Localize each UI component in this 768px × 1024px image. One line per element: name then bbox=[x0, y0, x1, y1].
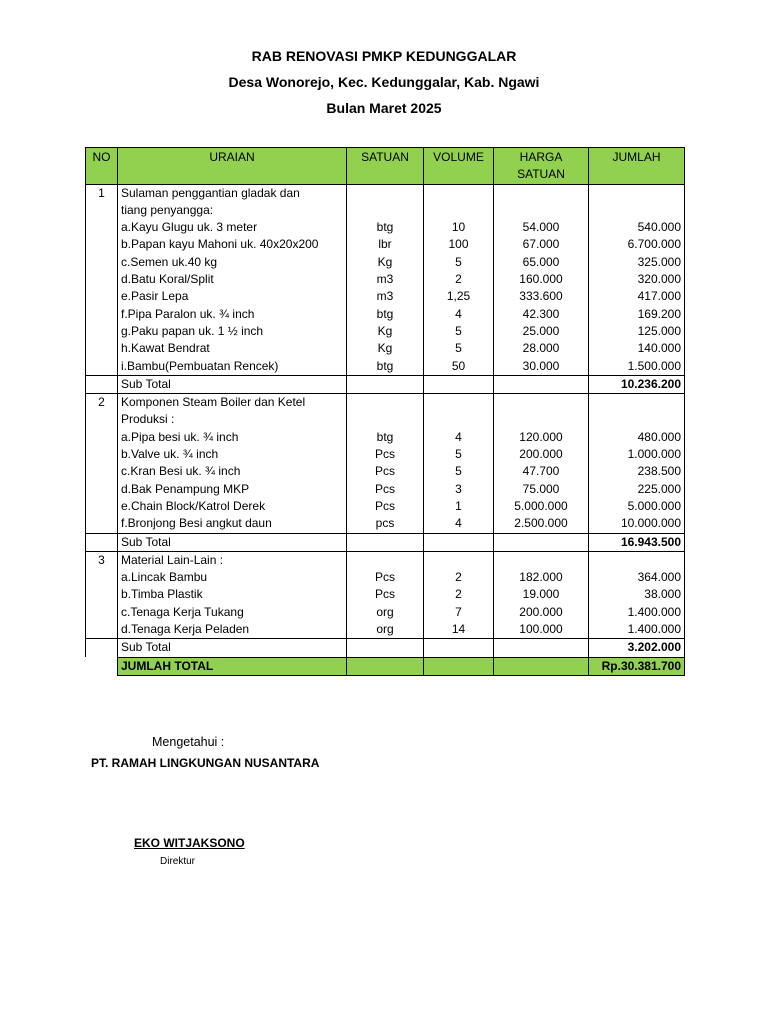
empty-line bbox=[427, 411, 490, 428]
subtotal-empty bbox=[347, 533, 424, 551]
item-volume: 5 bbox=[455, 254, 462, 269]
item-amount: 480.000 bbox=[637, 429, 681, 444]
total-empty bbox=[347, 657, 424, 675]
document-title: RAB RENOVASI PMKP KEDUNGGALAR bbox=[251, 48, 517, 64]
total-no-cell bbox=[86, 657, 118, 675]
empty-line bbox=[350, 202, 420, 219]
grand-total-row bbox=[86, 657, 685, 675]
item-unit-price: 47.700 bbox=[522, 464, 560, 479]
satuan-cell bbox=[347, 184, 424, 375]
item-unit-price: 182.000 bbox=[519, 570, 563, 585]
total-empty bbox=[494, 657, 589, 675]
empty-line bbox=[350, 411, 420, 428]
item-unit-price: 120.000 bbox=[519, 429, 563, 444]
volume-cell bbox=[424, 184, 494, 375]
subtotal-label: Sub Total bbox=[118, 639, 347, 657]
item-description: a.Kayu Glugu uk. 3 meter bbox=[121, 220, 258, 235]
item-amount: 225.000 bbox=[637, 481, 681, 496]
row-number: 3 bbox=[86, 551, 118, 638]
item-unit: Kg bbox=[377, 254, 393, 269]
item-amount: 140.000 bbox=[637, 341, 681, 356]
subtotal-row bbox=[86, 533, 685, 551]
company-name: PT. RAMAH LINGKUNGAN NUSANTARA bbox=[91, 756, 320, 770]
item-amount: 364.000 bbox=[637, 570, 681, 585]
document-period: Bulan Maret 2025 bbox=[326, 100, 442, 116]
subtotal-empty bbox=[494, 533, 589, 551]
item-volume: 50 bbox=[451, 358, 466, 373]
item-unit-price: 25.000 bbox=[522, 323, 560, 338]
item-unit-price: 65.000 bbox=[522, 254, 560, 269]
empty-line bbox=[427, 202, 490, 219]
subtotal-row bbox=[86, 375, 685, 393]
item-unit: Kg bbox=[377, 341, 393, 356]
item-unit-price: 28.000 bbox=[522, 341, 560, 356]
jumlah-cell bbox=[589, 551, 685, 638]
subtotal-empty bbox=[347, 375, 424, 393]
item-unit-price: 200.000 bbox=[519, 447, 563, 462]
item-amount: 1.400.000 bbox=[627, 622, 681, 637]
column-header-satuan: SATUAN bbox=[347, 148, 424, 185]
item-unit: Pcs bbox=[374, 498, 395, 513]
total-label: JUMLAH TOTAL bbox=[118, 657, 347, 675]
empty-line bbox=[497, 394, 585, 411]
harga-cell bbox=[494, 551, 589, 638]
row-number: 1 bbox=[86, 184, 118, 375]
section-title-line: Produksi : bbox=[121, 412, 175, 427]
item-unit-price: 100.000 bbox=[519, 622, 563, 637]
item-description: g.Paku papan uk. 1 ½ inch bbox=[121, 323, 264, 338]
item-volume: 7 bbox=[455, 604, 462, 619]
item-volume: 5 bbox=[455, 447, 462, 462]
item-amount: 1.000.000 bbox=[627, 447, 681, 462]
empty-line bbox=[427, 552, 490, 569]
item-unit: lbr bbox=[378, 237, 392, 252]
item-description: h.Kawat Bendrat bbox=[121, 341, 210, 356]
item-unit: org bbox=[376, 604, 394, 619]
item-unit: pcs bbox=[375, 516, 395, 531]
subtotal-empty bbox=[424, 375, 494, 393]
item-description: e.Chain Block/Katrol Derek bbox=[121, 498, 266, 513]
item-volume: 2 bbox=[455, 272, 462, 287]
item-unit-price: 42.300 bbox=[522, 306, 560, 321]
item-amount: 38.000 bbox=[644, 587, 681, 602]
item-volume: 4 bbox=[455, 429, 462, 444]
volume-cell bbox=[424, 394, 494, 533]
item-amount: 1.400.000 bbox=[627, 604, 681, 619]
subtotal-value: 10.236.200 bbox=[589, 375, 685, 393]
item-unit: Pcs bbox=[374, 587, 395, 602]
item-description: d.Bak Penampung MKP bbox=[121, 481, 250, 496]
empty-line bbox=[592, 185, 681, 202]
signer-name: EKO WITJAKSONO bbox=[134, 836, 245, 850]
item-volume: 5 bbox=[455, 341, 462, 356]
item-description: f.Bronjong Besi angkut daun bbox=[121, 516, 272, 531]
item-amount: 320.000 bbox=[637, 272, 681, 287]
item-unit: org bbox=[376, 622, 394, 637]
item-volume: 14 bbox=[451, 622, 466, 637]
item-unit-price: 54.000 bbox=[522, 220, 560, 235]
item-unit: btg bbox=[376, 358, 394, 373]
signer-position: Direktur bbox=[160, 856, 196, 867]
empty-line bbox=[592, 552, 681, 569]
table-row bbox=[86, 551, 685, 638]
item-unit-price: 160.000 bbox=[519, 272, 563, 287]
item-volume: 5 bbox=[455, 464, 462, 479]
item-amount: 417.000 bbox=[637, 289, 681, 304]
item-unit: Pcs bbox=[374, 447, 395, 462]
item-description: e.Pasir Lepa bbox=[121, 289, 189, 304]
item-volume: 100 bbox=[448, 237, 469, 252]
item-unit-price: 75.000 bbox=[522, 481, 560, 496]
table-body bbox=[86, 184, 685, 675]
table-row bbox=[86, 394, 685, 533]
subtotal-value: 3.202.000 bbox=[589, 639, 685, 657]
subtotal-no-cell bbox=[86, 639, 118, 657]
item-volume: 2 bbox=[455, 587, 462, 602]
item-description: c.Semen uk.40 kg bbox=[121, 254, 218, 269]
subtotal-row bbox=[86, 639, 685, 657]
item-unit-price: 2.500.000 bbox=[514, 516, 568, 531]
item-description: f.Pipa Paralon uk. ¾ inch bbox=[121, 306, 255, 321]
item-volume: 10 bbox=[451, 220, 466, 235]
harga-cell bbox=[494, 394, 589, 533]
uraian-cell bbox=[118, 551, 347, 638]
empty-line bbox=[427, 185, 490, 202]
column-header-no: NO bbox=[86, 148, 118, 185]
item-amount: 1.500.000 bbox=[627, 358, 681, 373]
subtotal-label: Sub Total bbox=[118, 375, 347, 393]
subtotal-empty bbox=[347, 639, 424, 657]
item-description: b.Papan kayu Mahoni uk. 40x20x200 bbox=[121, 237, 319, 252]
item-unit-price: 19.000 bbox=[522, 587, 560, 602]
item-unit: Pcs bbox=[374, 464, 395, 479]
empty-line bbox=[350, 394, 420, 411]
satuan-cell bbox=[347, 551, 424, 638]
subtotal-no-cell bbox=[86, 533, 118, 551]
subtotal-empty bbox=[494, 375, 589, 393]
item-unit: btg bbox=[376, 220, 394, 235]
item-volume: 1,25 bbox=[446, 289, 471, 304]
section-title-line: Sulaman penggantian gladak dan bbox=[121, 185, 300, 200]
item-amount: 125.000 bbox=[637, 323, 681, 338]
item-volume: 4 bbox=[455, 306, 462, 321]
subtotal-no-cell bbox=[86, 375, 118, 393]
item-description: d.Tenaga Kerja Peladen bbox=[121, 622, 250, 637]
column-header-jumlah: JUMLAH bbox=[589, 148, 685, 185]
total-value: Rp.30.381.700 bbox=[589, 657, 685, 675]
satuan-cell bbox=[347, 394, 424, 533]
subtotal-empty bbox=[424, 639, 494, 657]
section-title-line: Material Lain-Lain : bbox=[121, 552, 224, 567]
empty-line bbox=[497, 552, 585, 569]
table-row bbox=[86, 184, 685, 375]
item-unit-price: 200.000 bbox=[519, 604, 563, 619]
volume-cell bbox=[424, 551, 494, 638]
item-description: b.Timba Plastik bbox=[121, 587, 203, 602]
item-volume: 4 bbox=[455, 516, 462, 531]
section-title-line: tiang penyangga: bbox=[121, 202, 214, 217]
item-unit: btg bbox=[376, 306, 394, 321]
item-unit: m3 bbox=[376, 289, 394, 304]
uraian-cell bbox=[118, 184, 347, 375]
item-volume: 1 bbox=[455, 498, 462, 513]
item-amount: 169.200 bbox=[637, 306, 681, 321]
empty-line bbox=[497, 202, 585, 219]
item-amount: 325.000 bbox=[637, 254, 681, 269]
row-number: 2 bbox=[86, 394, 118, 533]
item-unit-price: 5.000.000 bbox=[514, 498, 568, 513]
jumlah-cell bbox=[589, 184, 685, 375]
document-location: Desa Wonorejo, Kec. Kedunggalar, Kab. Ngawi bbox=[228, 74, 540, 90]
table-header-row bbox=[86, 148, 685, 185]
empty-line bbox=[427, 394, 490, 411]
item-description: c.Tenaga Kerja Tukang bbox=[121, 604, 244, 619]
item-description: c.Kran Besi uk. ¾ inch bbox=[121, 464, 241, 479]
acknowledged-label: Mengetahui : bbox=[152, 735, 225, 749]
item-unit-price: 333.600 bbox=[519, 289, 563, 304]
item-unit: Pcs bbox=[374, 570, 395, 585]
item-unit-price: 30.000 bbox=[522, 358, 560, 373]
empty-line bbox=[350, 185, 420, 202]
item-amount: 5.000.000 bbox=[627, 498, 681, 513]
uraian-cell bbox=[118, 394, 347, 533]
item-unit: Kg bbox=[377, 323, 393, 338]
item-volume: 3 bbox=[455, 481, 462, 496]
item-unit: btg bbox=[376, 429, 394, 444]
item-description: a.Pipa besi uk. ¾ inch bbox=[121, 429, 239, 444]
item-description: d.Batu Koral/Split bbox=[121, 272, 214, 287]
item-amount: 540.000 bbox=[637, 220, 681, 235]
section-title-line: Komponen Steam Boiler dan Ketel bbox=[121, 395, 306, 410]
item-amount: 6.700.000 bbox=[627, 237, 681, 252]
empty-line bbox=[592, 411, 681, 428]
harga-line-2: SATUAN bbox=[517, 167, 565, 182]
empty-line bbox=[497, 411, 585, 428]
item-description: a.Lincak Bambu bbox=[121, 570, 208, 585]
column-header-harga-satuan bbox=[494, 148, 589, 185]
item-unit-price: 67.000 bbox=[522, 237, 560, 252]
item-amount: 10.000.000 bbox=[620, 516, 681, 531]
empty-line bbox=[592, 394, 681, 411]
budget-table bbox=[85, 147, 685, 676]
item-description: b.Valve uk. ¾ inch bbox=[121, 447, 219, 462]
empty-line bbox=[350, 552, 420, 569]
total-empty bbox=[424, 657, 494, 675]
jumlah-cell bbox=[589, 394, 685, 533]
subtotal-label: Sub Total bbox=[118, 533, 347, 551]
column-header-volume: VOLUME bbox=[424, 148, 494, 185]
empty-line bbox=[592, 202, 681, 219]
column-header-uraian: URAIAN bbox=[118, 148, 347, 185]
item-volume: 5 bbox=[455, 323, 462, 338]
item-unit: Pcs bbox=[374, 481, 395, 496]
subtotal-empty bbox=[494, 639, 589, 657]
subtotal-value: 16.943.500 bbox=[589, 533, 685, 551]
empty-line bbox=[497, 185, 585, 202]
item-unit: m3 bbox=[376, 272, 394, 287]
harga-cell bbox=[494, 184, 589, 375]
item-amount: 238.500 bbox=[637, 464, 681, 479]
subtotal-empty bbox=[424, 533, 494, 551]
harga-line-1: HARGA bbox=[519, 150, 563, 164]
item-volume: 2 bbox=[455, 570, 462, 585]
item-description: i.Bambu(Pembuatan Rencek) bbox=[121, 358, 279, 373]
